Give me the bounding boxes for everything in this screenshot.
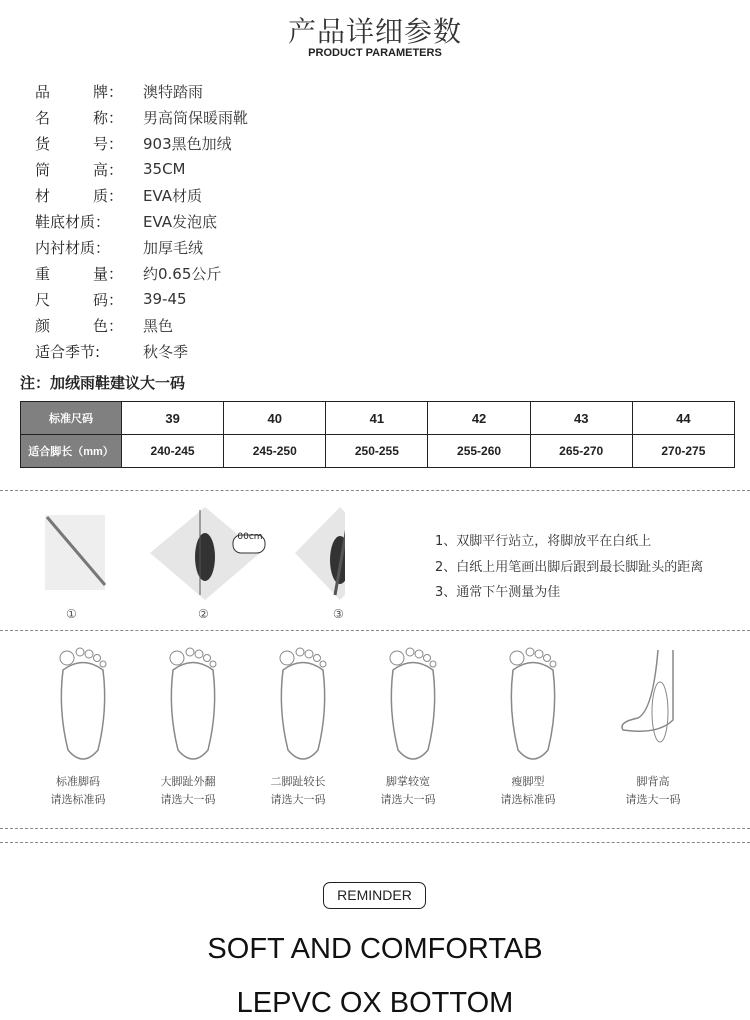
foot-type-advice: 请选标准码 xyxy=(50,793,106,806)
param-label-part: 重 xyxy=(35,264,51,283)
reminder-line-2: LEPVC OX BOTTOM xyxy=(236,987,514,1019)
length-cell: 265-270 xyxy=(530,435,632,468)
param-label xyxy=(35,81,143,102)
foot-type-name: 脚掌较宽 xyxy=(386,775,430,788)
foot-type-name: 大脚趾外翻 xyxy=(160,775,216,788)
foot-type-caption xyxy=(593,773,713,809)
length-cell: 245-250 xyxy=(224,435,326,468)
param-value: 39-45 xyxy=(143,290,187,308)
divider xyxy=(0,630,750,631)
param-value: 秋冬季 xyxy=(143,342,189,361)
size-row-label: 标准尺码 xyxy=(21,402,122,435)
reminder-badge: REMINDER xyxy=(323,882,426,909)
param-row xyxy=(35,234,248,260)
param-label-part: 适合季节: xyxy=(35,342,101,361)
param-row xyxy=(35,156,248,182)
foot-type-name: 脚背高 xyxy=(636,775,670,788)
foot-type-advice: 请选大一码 xyxy=(270,793,326,806)
foot-type-advice: 请选大一码 xyxy=(160,793,216,806)
param-label xyxy=(35,289,143,310)
foot-type-caption xyxy=(128,773,248,809)
size-cell: 43 xyxy=(530,402,632,435)
foot-type-advice: 请选大一码 xyxy=(380,793,436,806)
size-table xyxy=(20,401,735,468)
foot-type-name: 瘦脚型 xyxy=(511,775,545,788)
param-label-part: 号： xyxy=(92,134,123,153)
param-label xyxy=(35,185,143,206)
param-value: 约0.65公斤 xyxy=(143,264,222,283)
param-label-part: 牌： xyxy=(92,82,123,101)
length-row-label: 适合脚长（mm） xyxy=(21,435,122,468)
divider xyxy=(0,828,750,829)
param-value: 加厚毛绒 xyxy=(143,238,204,257)
param-row xyxy=(35,182,248,208)
foot-pen-icon xyxy=(295,507,345,600)
param-row xyxy=(35,78,248,104)
foot-icon xyxy=(263,640,343,770)
foot-on-paper-icon xyxy=(150,507,265,600)
param-label xyxy=(35,341,143,362)
param-row xyxy=(35,104,248,130)
length-cell: 250-255 xyxy=(326,435,428,468)
foot-type-caption xyxy=(348,773,468,809)
param-label-part: 名 xyxy=(35,108,51,127)
param-label xyxy=(35,263,143,284)
size-cell: 42 xyxy=(428,402,530,435)
param-label-part: 尺 xyxy=(35,290,51,309)
foot-icon xyxy=(493,640,573,770)
param-value: EVA发泡底 xyxy=(143,212,218,231)
size-note: 注：加绒雨鞋建议大一码 xyxy=(20,374,186,392)
size-cell: 40 xyxy=(224,402,326,435)
size-cell: 44 xyxy=(632,402,734,435)
page-subtitle: PRODUCT PARAMETERS xyxy=(308,47,442,59)
step-3: ③ xyxy=(333,607,344,621)
step-1: ① xyxy=(66,607,77,621)
param-label xyxy=(35,211,143,232)
size-cell: 39 xyxy=(122,402,224,435)
length-cell: 270-275 xyxy=(632,435,734,468)
param-label-part: 颜 xyxy=(35,316,51,335)
divider xyxy=(0,842,750,843)
param-label-part: 内衬材质： xyxy=(35,238,111,257)
step-2: ② xyxy=(198,607,209,621)
param-value: 903黑色加绒 xyxy=(143,134,232,153)
param-label-part: 材 xyxy=(35,186,51,205)
param-row xyxy=(35,312,248,338)
param-label-part: 货 xyxy=(35,134,51,153)
param-label xyxy=(35,315,143,336)
length-cell: 240-245 xyxy=(122,435,224,468)
param-label-part: 称： xyxy=(92,108,123,127)
instruction-3: 3、通常下午测量为佳 xyxy=(435,585,561,600)
param-row xyxy=(35,286,248,312)
param-label-part: 品 xyxy=(35,82,51,101)
foot-type-caption xyxy=(18,773,138,809)
param-list xyxy=(35,78,248,364)
param-value: 澳特踏雨 xyxy=(143,82,204,101)
param-label-part: 色： xyxy=(92,316,123,335)
param-label-part: 质： xyxy=(92,186,123,205)
foot-type-caption xyxy=(238,773,358,809)
page-title: 产品详细参数 xyxy=(287,15,462,48)
param-value: 男高筒保暖雨靴 xyxy=(143,108,249,127)
foot-icon xyxy=(618,640,698,770)
param-value: 黑色 xyxy=(143,316,174,335)
foot-type-advice: 请选标准码 xyxy=(500,793,556,806)
param-label xyxy=(35,237,143,258)
param-label-part: 码： xyxy=(92,290,123,309)
param-row xyxy=(35,260,248,286)
param-label xyxy=(35,107,143,128)
foot-type-name: 二脚趾较长 xyxy=(270,775,326,788)
foot-type-name: 标准脚码 xyxy=(56,775,100,788)
param-row xyxy=(35,130,248,156)
foot-icon xyxy=(153,640,233,770)
length-cell: 255-260 xyxy=(428,435,530,468)
param-label-part: 鞋底材质： xyxy=(35,212,111,231)
foot-icon xyxy=(373,640,453,770)
foot-icon xyxy=(43,640,123,770)
instruction-2: 2、白纸上用笔画出脚后跟到最长脚趾头的距离 xyxy=(435,560,704,575)
param-row xyxy=(35,208,248,234)
param-label-part: 筒 xyxy=(35,160,51,179)
param-label-part: 高： xyxy=(92,160,123,179)
param-label xyxy=(35,133,143,154)
size-cell: 41 xyxy=(326,402,428,435)
ruler-label: 00cm xyxy=(237,532,263,542)
param-value: 35CM xyxy=(143,160,186,178)
param-row xyxy=(35,338,248,364)
divider xyxy=(0,490,750,491)
measure-illustration xyxy=(35,505,345,605)
param-value: EVA材质 xyxy=(143,186,203,205)
instruction-1: 1、双脚平行站立，将脚放平在白纸上 xyxy=(435,534,652,549)
param-label-part: 量： xyxy=(92,264,123,283)
reminder-line-1: SOFT AND COMFORTAB xyxy=(207,933,543,965)
foot-type-caption xyxy=(468,773,588,809)
foot-type-advice: 请选大一码 xyxy=(625,793,681,806)
param-label xyxy=(35,159,143,180)
